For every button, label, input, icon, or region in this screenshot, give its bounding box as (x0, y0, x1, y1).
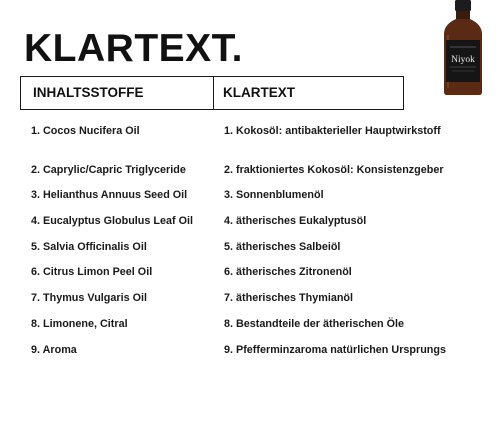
oil-bottle-icon (441, 0, 485, 96)
ingredient-plain: 2. fraktioniertes Kokosöl: Konsistenzgeber (224, 164, 444, 176)
ingredient-plain: 9. Pfefferminzaroma natürlichen Ursprungs (224, 344, 446, 356)
ingredient-plain: 6. ätherisches Zitronenöl (224, 266, 352, 278)
ingredient-inci: 9. Aroma (31, 344, 77, 356)
ingredient-inci: 5. Salvia Officinalis Oil (31, 241, 147, 253)
page-title: KLARTEXT. (24, 27, 243, 70)
ingredient-inci: 1. Cocos Nucifera Oil (31, 125, 140, 137)
ingredient-plain: 8. Bestandteile der ätherischen Öle (224, 318, 405, 330)
ingredient-plain: 4. ätherisches Eukalyptusöl (224, 215, 367, 227)
ingredient-inci: 4. Eucalyptus Globulus Leaf Oil (31, 215, 193, 227)
bottle-brand: Niyok (451, 55, 475, 65)
ingredient-plain: 1. Kokosöl: antibakterieller Hauptwirkstoff (224, 125, 441, 137)
ingredient-plain: 7. ätherisches Thymianöl (224, 292, 354, 304)
bottle-cap (455, 0, 471, 11)
ingredient-inci: 7. Thymus Vulgaris Oil (31, 292, 147, 304)
bottle-neck (456, 11, 470, 19)
ingredient-plain: 3. Sonnenblumenöl (224, 189, 324, 201)
ingredient-inci: 2. Caprylic/Capric Triglyceride (31, 164, 186, 176)
header-ingredients: INHALTSSTOFFE (21, 77, 214, 109)
ingredient-inci: 3. Helianthus Annuus Seed Oil (31, 189, 188, 201)
ingredient-plain: 5. ätherisches Salbeiöl (224, 241, 341, 253)
table-header (20, 76, 404, 110)
ingredient-inci: 8. Limonene, Citral (31, 318, 128, 330)
header-plain-text: KLARTEXT (223, 85, 295, 100)
ingredient-inci: 6. Citrus Limon Peel Oil (31, 266, 153, 278)
